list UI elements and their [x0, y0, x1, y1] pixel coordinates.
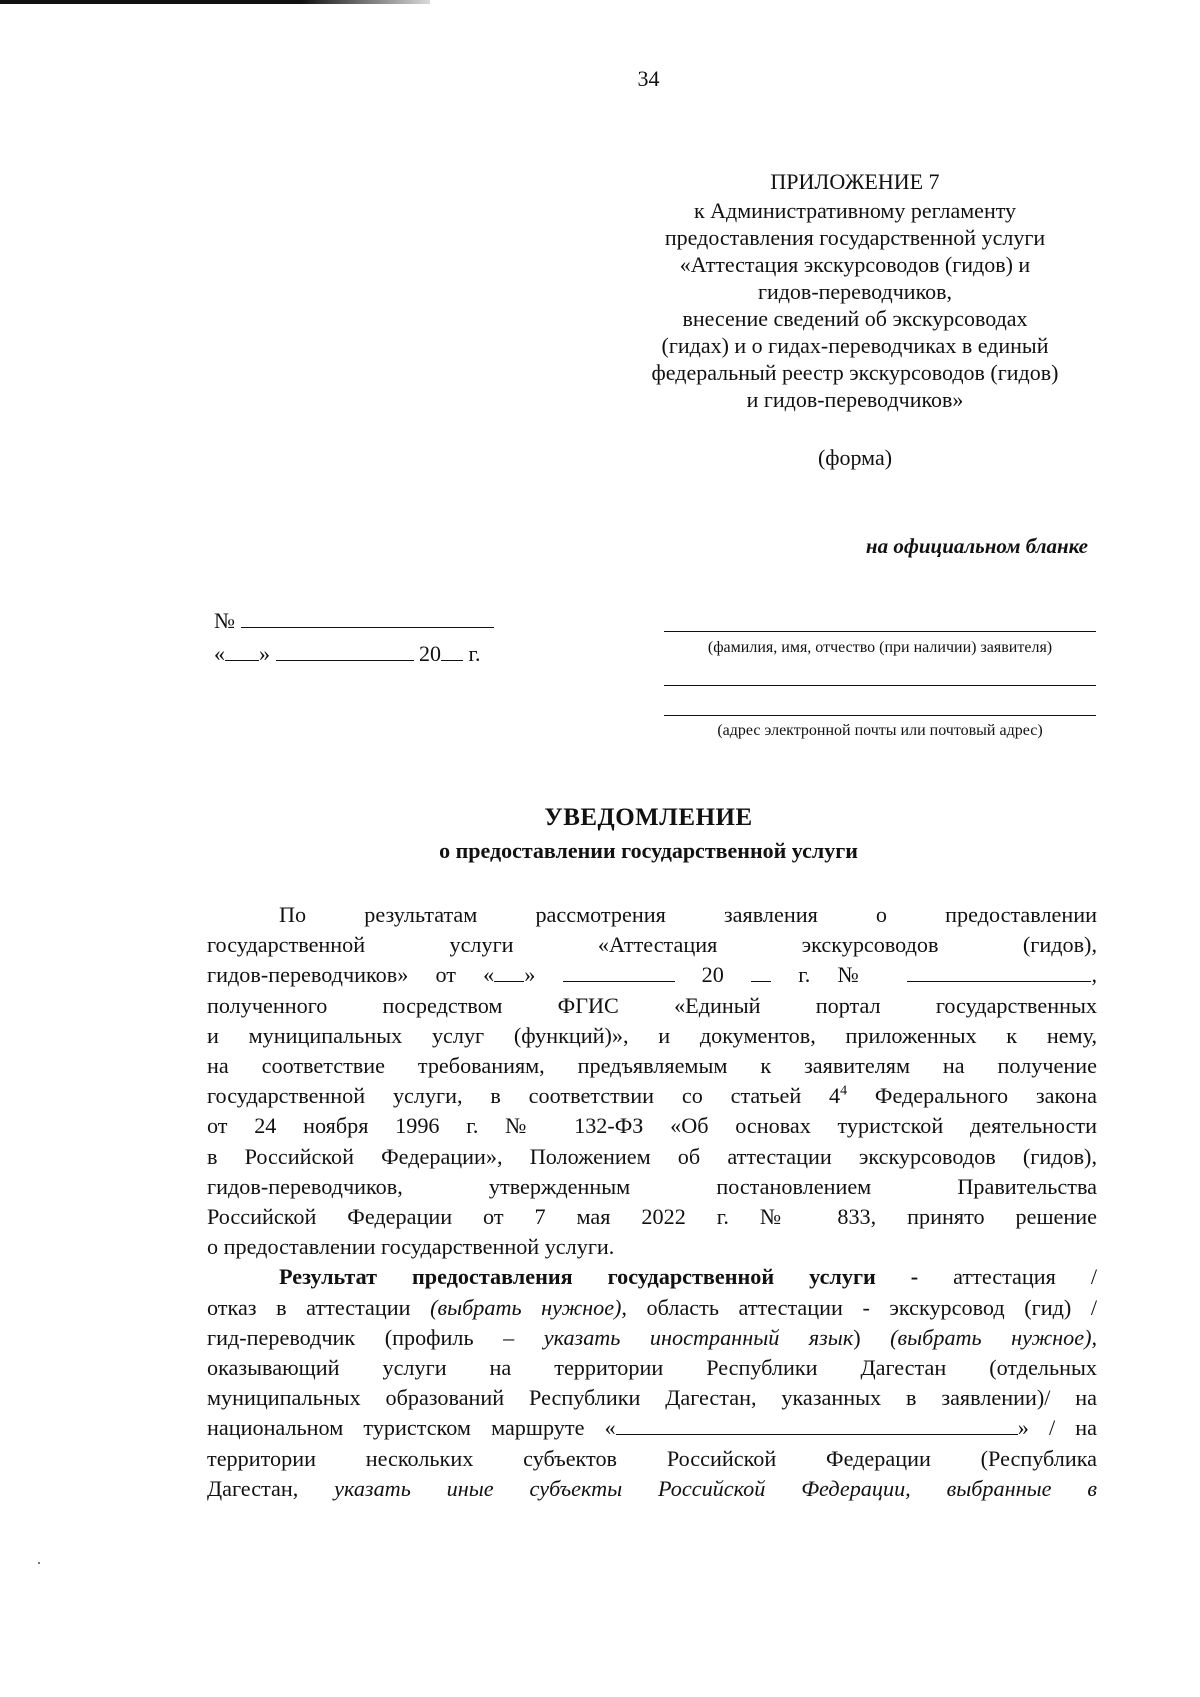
applicant-address-caption: (адрес электронной почты или почтовый адрес) [717, 722, 1043, 739]
appendix-line: (гидах) и о гидах-переводчиках в единый [661, 333, 1049, 358]
number-sign: № [214, 608, 235, 633]
scan-dot [38, 1562, 40, 1564]
open-quote: « [214, 641, 225, 666]
body-line: о предоставлении государственной услуги. [207, 1234, 615, 1260]
appendix-line: внесение сведений об экскурсоводах [682, 306, 1028, 331]
applicant-name-caption: (фамилия, имя, отчество (при наличии) заявителя) [707, 639, 1053, 656]
form-label: (форма) [817, 445, 893, 470]
body-line: государственной услуги, в соответствии со статьей $4^4$ Федерального закона [207, 1083, 1097, 1109]
close-quote: » [259, 641, 270, 666]
body-line: По результатам рассмотрения заявления о предоставлении [279, 902, 1097, 927]
body-line: Российской Федерации от 7 мая 2022 г. № 833, принято решение [207, 1204, 1097, 1230]
page-number: 34 [637, 66, 660, 91]
body-line: гидов-переводчиков» от « » 20 г. № , [207, 962, 1098, 988]
body-line: оказывающий услуги на территории Республики Дагестан (отдельных [207, 1355, 1097, 1381]
official-blank-note: на официальном бланке [865, 534, 1088, 558]
application-month-field[interactable] [563, 961, 675, 982]
year-field[interactable] [441, 640, 463, 661]
body-line: от 24 ноября 1996 г. № 132-ФЗ «Об основах туристской деятельности [207, 1113, 1097, 1139]
notice-heading: УВЕДОМЛЕНИЕ [544, 804, 753, 831]
year-prefix: 20 [419, 641, 441, 666]
applicant-name-line-2[interactable] [664, 685, 1096, 686]
application-number-field[interactable] [907, 961, 1091, 982]
application-year-field[interactable] [751, 961, 771, 982]
body-line: Дагестан, указать иные субъекты Российской Федерации, выбранные в [207, 1475, 1097, 1501]
body-line: полученного посредством ФГИС «Единый портал государственных [207, 992, 1097, 1018]
body-line: государственной услуги «Аттестация экскурсоводов (гидов), [207, 932, 1097, 958]
appendix-line: предоставления государственной услуги [664, 225, 1046, 250]
registration-number-field[interactable] [241, 607, 494, 628]
body-line: гидов-переводчиков, утвержденным постановлением Правительства [207, 1173, 1097, 1199]
body-line: и муниципальных услуг (функций)», и документов, приложенных к нему, [207, 1022, 1097, 1048]
applicant-name-line[interactable] [664, 631, 1096, 632]
body-line: в Российской Федерации», Положением об аттестации экскурсоводов (гидов), [207, 1143, 1097, 1169]
body-line: Результат предоставления государственной услуги - аттестация / [279, 1264, 1097, 1290]
body-line: гид-переводчик (профиль – указать иностранный язык) (выбрать нужное), [207, 1324, 1098, 1350]
notice-body [207, 900, 1097, 1504]
appendix-line: и гидов-переводчиков» [746, 387, 964, 412]
year-suffix: г. [468, 641, 481, 666]
registration-number-row [214, 607, 494, 634]
appendix-line: «Аттестация экскурсоводов (гидов) и [679, 252, 1031, 277]
day-field[interactable] [225, 640, 259, 661]
appendix-line: к Административному регламенту [693, 198, 1017, 223]
month-field[interactable] [276, 640, 414, 661]
body-line: муниципальных образований Республики Дагестан, указанных в заявлении)/ на [207, 1385, 1097, 1411]
registration-date-row [214, 640, 481, 667]
body-line: территории нескольких субъектов Российской Федерации (Республика [207, 1445, 1097, 1471]
scan-artifact-line [0, 0, 430, 4]
body-line: на соответствие требованиям, предъявляемым к заявителям на получение [207, 1053, 1097, 1079]
application-day-field[interactable] [494, 961, 524, 982]
notice-subheading: о предоставлении государственной услуги [439, 838, 858, 863]
applicant-address-line[interactable] [664, 715, 1096, 716]
appendix-line: гидов-переводчиков, [757, 279, 953, 304]
appendix-block [620, 168, 1090, 413]
body-line: отказ в аттестации (выбрать нужное), область аттестации - экскурсовод (гид) / [207, 1294, 1097, 1320]
national-route-field[interactable] [616, 1414, 1018, 1435]
body-line: национальном туристском маршруте « » / на [207, 1415, 1097, 1441]
appendix-line: федеральный реестр экскурсоводов (гидов) [651, 360, 1059, 385]
article-superscript: 4 [840, 1083, 848, 1099]
appendix-title: ПРИЛОЖЕНИЕ 7 [770, 169, 940, 194]
